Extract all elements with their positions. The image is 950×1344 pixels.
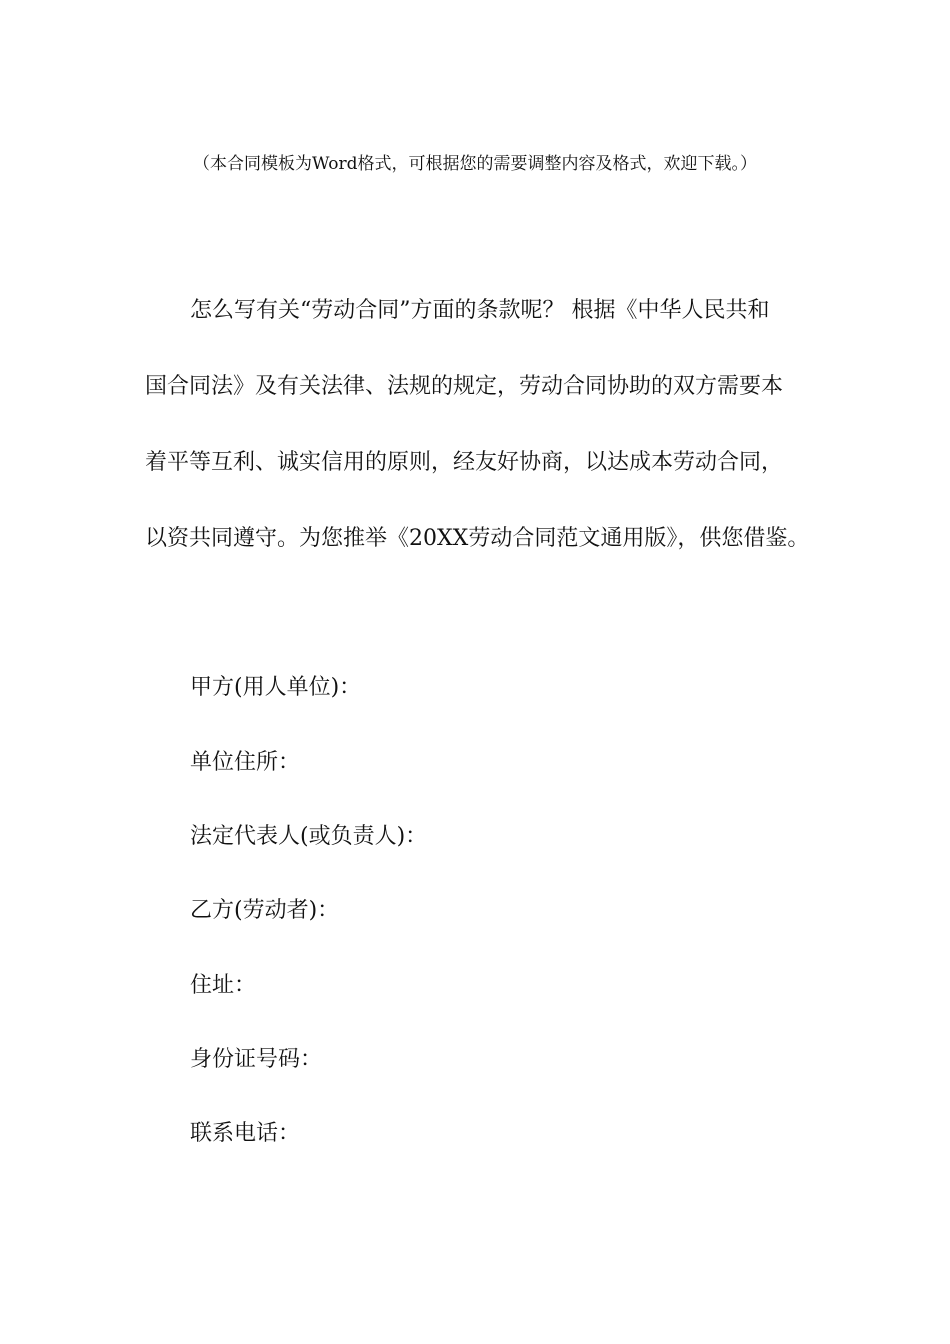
party-a-address-label: 单位住所：	[190, 750, 301, 775]
intro-line-3: 着平等互利、诚实信用的原则，经友好协商，以达成本劳动合同，	[145, 450, 784, 475]
intro-paragraph	[145, 289, 810, 593]
phone-label: 联系电话：	[190, 1121, 301, 1146]
intro-line-2: 国合同法》及有关法律、法规的规定，劳动合同协助的双方需要本	[145, 374, 784, 399]
party-b-label: 乙方(劳动者)：	[190, 898, 340, 923]
party-a-label: 甲方(用人单位)：	[190, 675, 362, 700]
template-note: （本合同模板为Word格式，可根据您的需要调整内容及格式，欢迎下载。）	[192, 154, 758, 174]
party-b-address-label: 住址：	[190, 973, 257, 998]
intro-line-4: 以资共同遵守。为您推举《20XX劳动合同范文通用版》，供您借鉴。	[145, 526, 810, 551]
intro-line-1: 怎么写有关“劳动合同”方面的条款呢？ 根据《中华人民共和	[190, 298, 770, 323]
legal-representative-label: 法定代表人(或负责人)：	[190, 824, 428, 849]
id-number-label: 身份证号码：	[190, 1047, 323, 1072]
